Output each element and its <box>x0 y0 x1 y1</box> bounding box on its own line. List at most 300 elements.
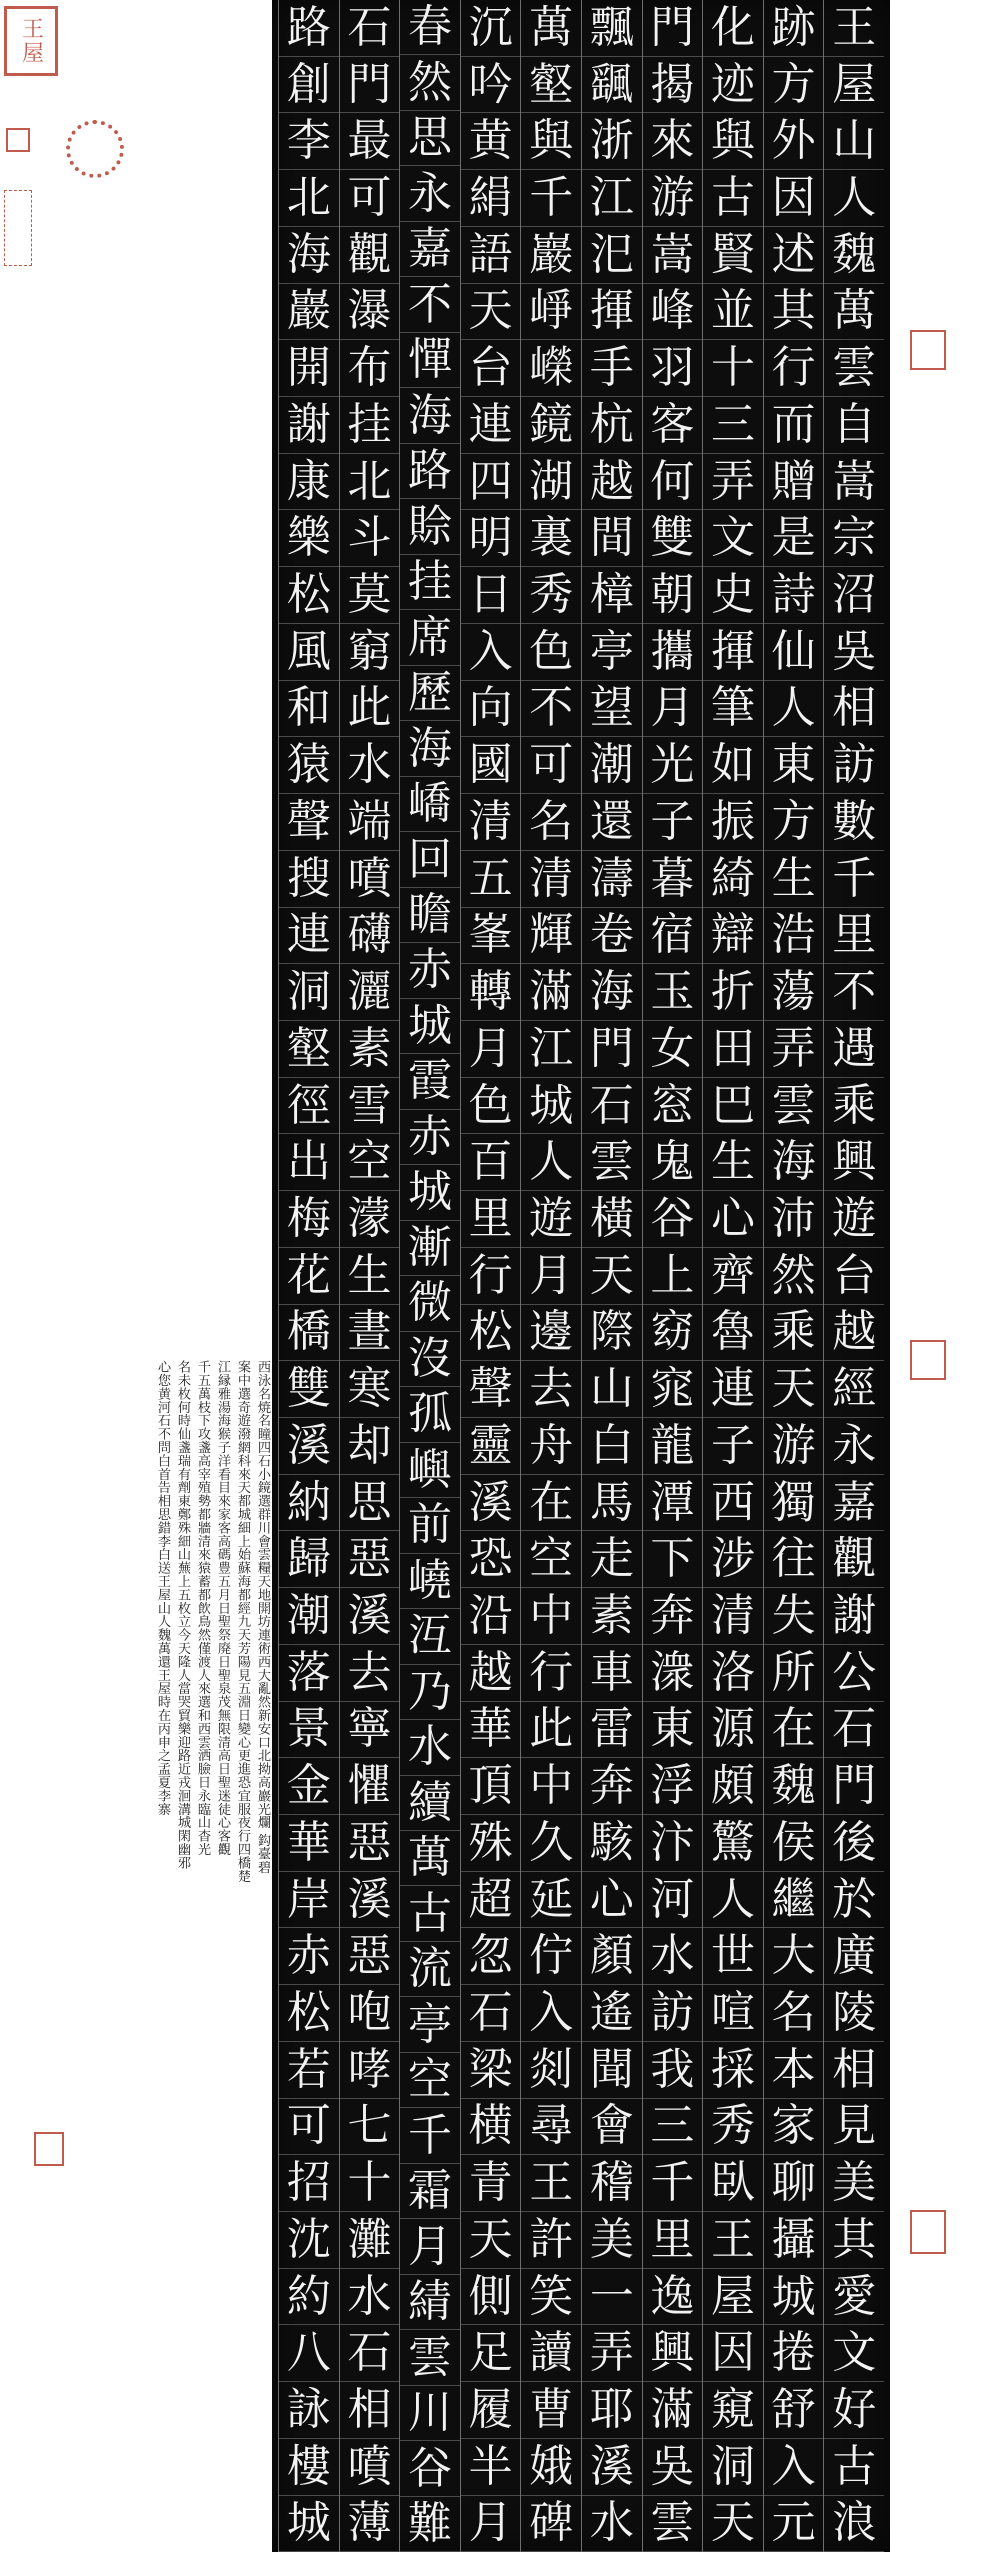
character-cell: 月 <box>521 1248 581 1305</box>
character-cell: 客 <box>643 397 703 454</box>
character-cell: 海 <box>400 721 460 776</box>
character-cell: 可 <box>521 737 581 794</box>
character-cell: 孤 <box>400 1387 460 1442</box>
character-cell: 沛 <box>764 1191 824 1248</box>
character-cell: 行 <box>764 340 824 397</box>
character-cell: 而 <box>764 397 824 454</box>
character-cell: 頂 <box>461 1758 521 1815</box>
character-cell: 色 <box>461 1078 521 1135</box>
character-cell: 清 <box>703 1588 763 1645</box>
character-cell: 乘 <box>764 1305 824 1362</box>
character-cell: 猿 <box>279 737 339 794</box>
character-cell: 越 <box>824 1305 884 1362</box>
character-cell: 走 <box>582 1531 642 1588</box>
character-cell: 驚 <box>703 1815 763 1872</box>
character-cell: 不 <box>824 964 884 1021</box>
character-cell: 濤 <box>582 851 642 908</box>
character-cell: 久 <box>521 1815 581 1872</box>
character-cell: 越 <box>461 1645 521 1702</box>
character-cell: 魏 <box>824 227 884 284</box>
character-cell: 噴 <box>340 2439 400 2496</box>
character-cell: 洞 <box>703 2439 763 2496</box>
character-cell: 月 <box>400 2219 460 2274</box>
character-cell: 一 <box>582 2269 642 2326</box>
character-cell: 不 <box>521 681 581 738</box>
character-cell: 天 <box>461 284 521 341</box>
character-cell: 梁 <box>461 2042 521 2099</box>
character-cell: 吳 <box>643 2439 703 2496</box>
character-cell: 忽 <box>461 1928 521 1985</box>
character-cell: 路 <box>279 0 339 57</box>
character-cell: 見 <box>824 2099 884 2156</box>
character-grid <box>278 0 884 2552</box>
character-cell: 北 <box>279 170 339 227</box>
character-cell: 濛 <box>340 1191 400 1248</box>
character-cell: 心 <box>703 1191 763 1248</box>
character-cell: 遇 <box>824 1021 884 1078</box>
character-cell: 遊 <box>521 1191 581 1248</box>
right-seal-top <box>910 330 946 370</box>
character-cell: 赤 <box>400 1110 460 1165</box>
character-cell: 仙 <box>764 624 824 681</box>
character-cell: 生 <box>764 851 824 908</box>
character-cell: 湖 <box>521 454 581 511</box>
character-cell: 溪 <box>340 1872 400 1929</box>
bottom-left-seal <box>34 2132 64 2166</box>
character-cell: 國 <box>461 737 521 794</box>
character-cell: 嘉 <box>400 222 460 277</box>
character-cell: 履 <box>461 2382 521 2439</box>
character-cell: 靈 <box>461 1418 521 1475</box>
character-cell: 王 <box>521 2155 581 2212</box>
character-cell: 溪 <box>461 1475 521 1532</box>
character-cell: 駭 <box>582 1815 642 1872</box>
character-cell: 秀 <box>703 2099 763 2156</box>
text-column <box>278 0 339 2552</box>
character-cell: 讀 <box>521 2325 581 2382</box>
character-cell: 千 <box>400 2108 460 2163</box>
colophon-line: 江縁雅湯海猴子洋看目來家客高碼豊五月日聖祭廃日聖泉茂無限清高日聖迷徒心客觀 <box>215 1360 230 1856</box>
character-cell: 吟 <box>461 57 521 114</box>
character-cell: 回 <box>400 832 460 887</box>
text-column <box>642 0 703 2552</box>
character-cell: 側 <box>461 2269 521 2326</box>
character-cell: 天 <box>461 2212 521 2269</box>
character-cell: 溪 <box>279 1418 339 1475</box>
character-cell: 跡 <box>764 0 824 57</box>
character-cell: 語 <box>461 227 521 284</box>
character-cell: 飄 <box>582 0 642 57</box>
character-cell: 里 <box>461 1191 521 1248</box>
character-cell: 亭 <box>400 1997 460 2052</box>
character-cell: 贈 <box>764 454 824 511</box>
character-cell: 空 <box>521 1531 581 1588</box>
character-cell: 耶 <box>582 2382 642 2439</box>
character-cell: 興 <box>824 1134 884 1191</box>
character-cell: 水 <box>340 2269 400 2326</box>
character-cell: 歷 <box>400 666 460 721</box>
character-cell: 聊 <box>764 2155 824 2212</box>
character-cell: 輝 <box>521 908 581 965</box>
character-cell: 樓 <box>279 2439 339 2496</box>
character-cell: 礴 <box>340 908 400 965</box>
character-cell: 弄 <box>582 2325 642 2382</box>
character-cell: 數 <box>824 794 884 851</box>
character-cell: 懼 <box>340 1758 400 1815</box>
character-cell: 五 <box>461 851 521 908</box>
character-cell: 里 <box>643 2212 703 2269</box>
character-cell: 杭 <box>582 397 642 454</box>
character-cell: 揮 <box>582 284 642 341</box>
character-cell: 源 <box>703 1702 763 1759</box>
character-cell: 乃 <box>400 1665 460 1720</box>
small-seal <box>6 128 30 152</box>
character-cell: 聲 <box>461 1361 521 1418</box>
character-cell: 思 <box>400 111 460 166</box>
character-cell: 好 <box>824 2382 884 2439</box>
character-cell: 沿 <box>461 1588 521 1645</box>
character-cell: 田 <box>703 1021 763 1078</box>
character-cell: 浪 <box>824 2496 884 2552</box>
character-cell: 台 <box>461 340 521 397</box>
character-cell: 萬 <box>521 0 581 57</box>
character-cell: 揮 <box>703 624 763 681</box>
character-cell: 吳 <box>824 624 884 681</box>
character-cell: 謝 <box>824 1588 884 1645</box>
character-cell: 賒 <box>400 499 460 554</box>
character-cell: 美 <box>582 2212 642 2269</box>
character-cell: 海 <box>582 964 642 1021</box>
character-cell: 沉 <box>461 0 521 57</box>
character-cell: 席 <box>400 610 460 665</box>
character-cell: 半 <box>461 2439 521 2496</box>
character-cell: 松 <box>279 567 339 624</box>
character-cell: 清 <box>461 794 521 851</box>
character-cell: 佇 <box>521 1928 581 1985</box>
character-cell: 殊 <box>461 1815 521 1872</box>
character-cell: 在 <box>764 1702 824 1759</box>
character-cell: 樟 <box>582 567 642 624</box>
character-cell: 侯 <box>764 1815 824 1872</box>
character-cell: 挂 <box>400 555 460 610</box>
character-cell: 向 <box>461 681 521 738</box>
character-cell: 嵩 <box>643 227 703 284</box>
character-cell: 景 <box>279 1702 339 1759</box>
character-cell: 花 <box>279 1248 339 1305</box>
character-cell: 搜 <box>279 851 339 908</box>
character-cell: 雷 <box>582 1702 642 1759</box>
character-cell: 橫 <box>582 1191 642 1248</box>
character-cell: 天 <box>764 1361 824 1418</box>
character-cell: 水 <box>400 1720 460 1775</box>
character-cell: 明 <box>461 510 521 567</box>
character-cell: 子 <box>703 1418 763 1475</box>
character-cell: 綺 <box>703 851 763 908</box>
character-cell: 舒 <box>764 2382 824 2439</box>
character-cell: 水 <box>643 1928 703 1985</box>
character-cell: 失 <box>764 1588 824 1645</box>
text-column <box>702 0 763 2552</box>
character-cell: 莫 <box>340 567 400 624</box>
text-column <box>581 0 642 2552</box>
character-cell: 永 <box>824 1418 884 1475</box>
character-cell: 舟 <box>521 1418 581 1475</box>
character-cell: 迹 <box>703 57 763 114</box>
character-cell: 剡 <box>521 2042 581 2099</box>
character-cell: 赤 <box>279 1928 339 1985</box>
character-cell: 沍 <box>400 1609 460 1664</box>
character-cell: 蕩 <box>764 964 824 1021</box>
character-cell: 微 <box>400 1276 460 1331</box>
character-cell: 川 <box>400 2386 460 2441</box>
colophon-line: 西泳名焼名瞳四石小鏡選群川會雲糧天地開坊連術西大亂然新安口北拗高巖光爛 鈎臺碧 <box>255 1360 270 1874</box>
character-cell: 惡 <box>340 1928 400 1985</box>
character-cell: 入 <box>461 624 521 681</box>
character-cell: 出 <box>279 1134 339 1191</box>
character-cell: 松 <box>279 1985 339 2042</box>
character-cell: 鏡 <box>521 397 581 454</box>
character-cell: 筆 <box>703 681 763 738</box>
text-column <box>823 0 884 2552</box>
character-cell: 此 <box>340 681 400 738</box>
character-cell: 去 <box>521 1361 581 1418</box>
character-cell: 雲 <box>824 340 884 397</box>
character-cell: 崢 <box>521 284 581 341</box>
character-cell: 潭 <box>643 1475 703 1532</box>
character-cell: 間 <box>582 510 642 567</box>
character-cell: 連 <box>703 1361 763 1418</box>
character-cell: 方 <box>764 57 824 114</box>
character-cell: 雲 <box>400 2330 460 2385</box>
character-cell: 永 <box>400 166 460 221</box>
character-cell: 思 <box>340 1475 400 1532</box>
character-cell: 溪 <box>582 2439 642 2496</box>
character-cell: 攝 <box>764 2212 824 2269</box>
character-cell: 前 <box>400 1498 460 1553</box>
character-cell: 霜 <box>400 2164 460 2219</box>
character-cell: 和 <box>279 681 339 738</box>
character-cell: 霞 <box>400 1054 460 1109</box>
character-cell: 人 <box>703 1872 763 1929</box>
character-cell: 窮 <box>340 624 400 681</box>
character-cell: 壑 <box>521 57 581 114</box>
character-cell: 萬 <box>824 284 884 341</box>
character-cell: 聞 <box>582 2042 642 2099</box>
character-cell: 北 <box>340 454 400 511</box>
character-cell: 宗 <box>824 510 884 567</box>
character-cell: 里 <box>824 908 884 965</box>
character-cell: 陵 <box>824 1985 884 2042</box>
character-cell: 人 <box>521 1134 581 1191</box>
character-cell: 浩 <box>764 908 824 965</box>
character-cell: 布 <box>340 340 400 397</box>
character-cell: 大 <box>764 1928 824 1985</box>
character-cell: 李 <box>279 113 339 170</box>
character-cell: 綪 <box>400 2275 460 2330</box>
character-cell: 遊 <box>824 1191 884 1248</box>
character-cell: 台 <box>824 1248 884 1305</box>
character-cell: 手 <box>582 340 642 397</box>
character-cell: 經 <box>824 1361 884 1418</box>
character-cell: 峰 <box>643 284 703 341</box>
character-cell: 王 <box>703 2212 763 2269</box>
character-cell: 足 <box>461 2325 521 2382</box>
colophon-line: 心您黄河石不問白首告相思錯李白送王屋山人魏萬還王屋時在丙申之孟夏李寨 <box>155 1360 170 1816</box>
character-cell: 在 <box>521 1475 581 1532</box>
character-cell: 曹 <box>521 2382 581 2439</box>
character-cell: 惡 <box>340 1815 400 1872</box>
character-cell: 子 <box>643 794 703 851</box>
character-cell: 屋 <box>703 2269 763 2326</box>
character-cell: 空 <box>340 1134 400 1191</box>
character-cell: 然 <box>400 55 460 110</box>
character-cell: 難 <box>400 2497 460 2552</box>
character-cell: 逸 <box>643 2269 703 2326</box>
character-cell: 續 <box>400 1776 460 1831</box>
character-cell: 魯 <box>703 1305 763 1362</box>
character-cell: 公 <box>824 1645 884 1702</box>
character-cell: 下 <box>643 1531 703 1588</box>
character-cell: 十 <box>703 340 763 397</box>
character-cell: 春 <box>400 0 460 55</box>
character-cell: 相 <box>824 2042 884 2099</box>
character-cell: 女 <box>643 1021 703 1078</box>
character-cell: 天 <box>703 2496 763 2552</box>
character-cell: 齊 <box>703 1248 763 1305</box>
character-cell: 折 <box>703 964 763 1021</box>
character-cell: 赤 <box>400 943 460 998</box>
character-cell: 美 <box>824 2155 884 2212</box>
round-seal <box>66 120 124 178</box>
text-column <box>520 0 581 2552</box>
character-cell: 古 <box>824 2439 884 2496</box>
right-seal-middle <box>910 1340 946 1380</box>
character-cell: 文 <box>703 510 763 567</box>
colophon-line: 千五萬枝下攻盞高宰殖勢都牆清來猿蓄都飲鳥然僅渡人來選和西雲洒臉日永臨山杳光 <box>195 1360 210 1856</box>
character-cell: 中 <box>521 1588 581 1645</box>
character-cell: 開 <box>279 340 339 397</box>
character-cell: 聲 <box>279 794 339 851</box>
colophon-line: 名未枚何時仙盞瑞有劑東鄭殊細山蕪上五枚立今天隆人當哭貿樂迎路近戎洄溝城閑幽邪 <box>175 1360 190 1870</box>
text-column <box>339 0 400 2552</box>
character-cell: 海 <box>279 227 339 284</box>
character-cell: 城 <box>400 1165 460 1220</box>
character-cell: 潮 <box>279 1588 339 1645</box>
character-cell: 石 <box>824 1702 884 1759</box>
character-cell: 灑 <box>340 964 400 1021</box>
character-cell: 採 <box>703 2042 763 2099</box>
character-cell: 是 <box>764 510 824 567</box>
character-cell: 連 <box>279 908 339 965</box>
character-cell: 去 <box>340 1645 400 1702</box>
character-cell: 行 <box>521 1645 581 1702</box>
character-cell: 百 <box>461 1134 521 1191</box>
character-cell: 雲 <box>582 1134 642 1191</box>
character-cell: 謝 <box>279 397 339 454</box>
character-cell: 卷 <box>582 908 642 965</box>
character-cell: 愛 <box>824 2269 884 2326</box>
character-cell: 因 <box>703 2325 763 2382</box>
character-cell: 述 <box>764 227 824 284</box>
character-cell: 汴 <box>643 1815 703 1872</box>
character-cell: 噴 <box>340 851 400 908</box>
character-cell: 邊 <box>521 1305 581 1362</box>
character-cell: 連 <box>461 397 521 454</box>
character-cell: 如 <box>703 737 763 794</box>
character-cell: 頗 <box>703 1758 763 1815</box>
character-cell: 嶢 <box>400 1554 460 1609</box>
character-cell: 王 <box>824 0 884 57</box>
character-cell: 沒 <box>400 1332 460 1387</box>
character-cell: 辯 <box>703 908 763 965</box>
character-cell: 江 <box>521 1021 581 1078</box>
character-cell: 門 <box>340 57 400 114</box>
character-cell: 約 <box>279 2269 339 2326</box>
character-cell: 漸 <box>400 1221 460 1276</box>
character-cell: 然 <box>764 1248 824 1305</box>
character-cell: 青 <box>461 2155 521 2212</box>
character-cell: 巴 <box>703 1078 763 1135</box>
character-cell: 嶠 <box>400 777 460 832</box>
character-cell: 橋 <box>279 1305 339 1362</box>
character-cell: 流 <box>400 1942 460 1997</box>
character-cell: 相 <box>340 2382 400 2439</box>
character-cell: 灘 <box>340 2212 400 2269</box>
character-cell: 素 <box>582 1588 642 1645</box>
character-cell: 沈 <box>279 2212 339 2269</box>
character-cell: 石 <box>461 1985 521 2042</box>
character-cell: 城 <box>764 2269 824 2326</box>
character-cell: 颻 <box>582 57 642 114</box>
character-cell: 裏 <box>521 510 581 567</box>
character-cell: 可 <box>279 2099 339 2156</box>
character-cell: 雙 <box>643 510 703 567</box>
character-cell: 可 <box>340 170 400 227</box>
character-cell: 嵩 <box>824 454 884 511</box>
character-cell: 來 <box>643 113 703 170</box>
character-cell: 水 <box>340 737 400 794</box>
character-cell: 振 <box>703 794 763 851</box>
character-cell: 潨 <box>643 1645 703 1702</box>
character-cell: 因 <box>764 170 824 227</box>
character-cell: 白 <box>582 1418 642 1475</box>
character-cell: 生 <box>340 1248 400 1305</box>
character-cell: 訪 <box>824 737 884 794</box>
character-cell: 月 <box>461 1021 521 1078</box>
character-cell: 游 <box>764 1418 824 1475</box>
character-cell: 延 <box>521 1872 581 1929</box>
character-cell: 轉 <box>461 964 521 1021</box>
character-cell: 石 <box>582 1078 642 1135</box>
character-cell: 寒 <box>340 1361 400 1418</box>
character-cell: 千 <box>643 2155 703 2212</box>
character-cell: 奔 <box>582 1758 642 1815</box>
character-cell: 家 <box>764 2099 824 2156</box>
character-cell: 化 <box>703 0 763 57</box>
character-cell: 歸 <box>279 1531 339 1588</box>
character-cell: 門 <box>582 1021 642 1078</box>
character-cell: 際 <box>582 1305 642 1362</box>
character-cell: 嘉 <box>824 1475 884 1532</box>
character-cell: 浮 <box>643 1758 703 1815</box>
character-cell: 古 <box>400 1886 460 1941</box>
character-cell: 咆 <box>340 1985 400 2042</box>
calligraphy-rubbing <box>272 0 890 2552</box>
character-cell: 四 <box>461 454 521 511</box>
character-cell: 奔 <box>643 1588 703 1645</box>
character-cell: 海 <box>400 388 460 443</box>
character-cell: 史 <box>703 567 763 624</box>
